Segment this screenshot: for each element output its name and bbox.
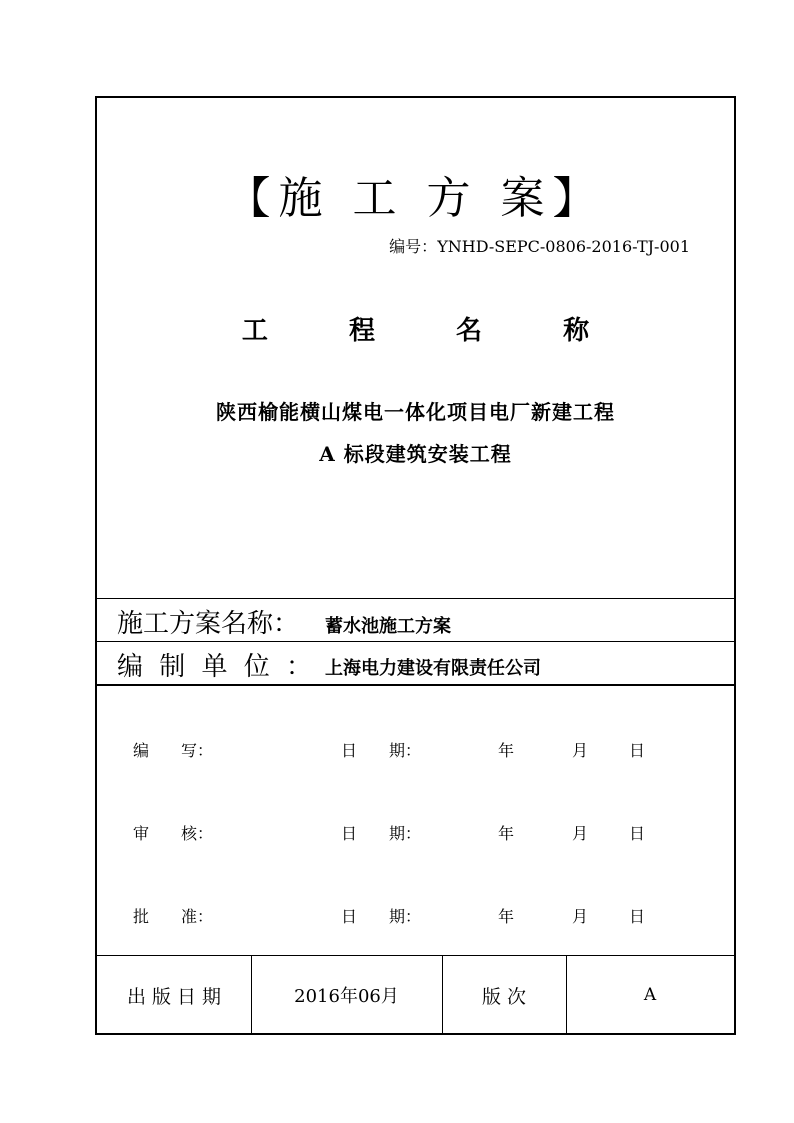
role-writer: 编 写： [133,741,214,760]
compile-unit-value: 上海电力建设有限责任公司 [325,658,541,679]
divider-unit-top [97,641,734,642]
project-name-label: 工 程 名 称 [241,316,626,346]
publish-date-label: 出 版 日 期 [126,985,222,1008]
day-label: 日 [629,824,646,843]
year-label: 年 [498,907,515,926]
publish-date-value: 2016年06月 [294,986,399,1007]
code-label: 编号： [389,237,438,256]
project-name-line1: 陕西榆能横山煤电一体化项目电厂新建工程 [216,400,615,424]
code-value: YNHD-SEPC-0806-2016-TJ-001 [437,237,690,256]
day-label: 日 [629,741,646,760]
compile-unit-label: 编 制 单 位 ： [117,652,317,682]
year-label: 年 [498,824,515,843]
month-label: 月 [572,907,589,926]
document-code [389,234,690,257]
year-label: 年 [498,741,515,760]
role-reviewer: 审 核： [133,824,214,843]
date-label: 日 期： [341,741,422,760]
date-label: 日 期： [341,907,422,926]
role-approver: 批 准： [133,907,214,926]
scheme-name-value: 蓄水池施工方案 [325,616,451,637]
month-label: 月 [572,741,589,760]
divider-scheme-top [97,598,734,599]
date-label: 日 期： [341,824,422,843]
scheme-name-label: 施工方案名称： [117,609,300,639]
divider-signoff-top [97,684,734,686]
project-name-line2: A 标段建筑安装工程 [319,442,512,466]
cover-frame [95,96,736,1035]
version-value: A [643,985,657,1005]
document-title: 【施 工 方 案】 [226,173,605,224]
day-label: 日 [629,907,646,926]
month-label: 月 [572,824,589,843]
version-label: 版 次 [481,985,527,1008]
